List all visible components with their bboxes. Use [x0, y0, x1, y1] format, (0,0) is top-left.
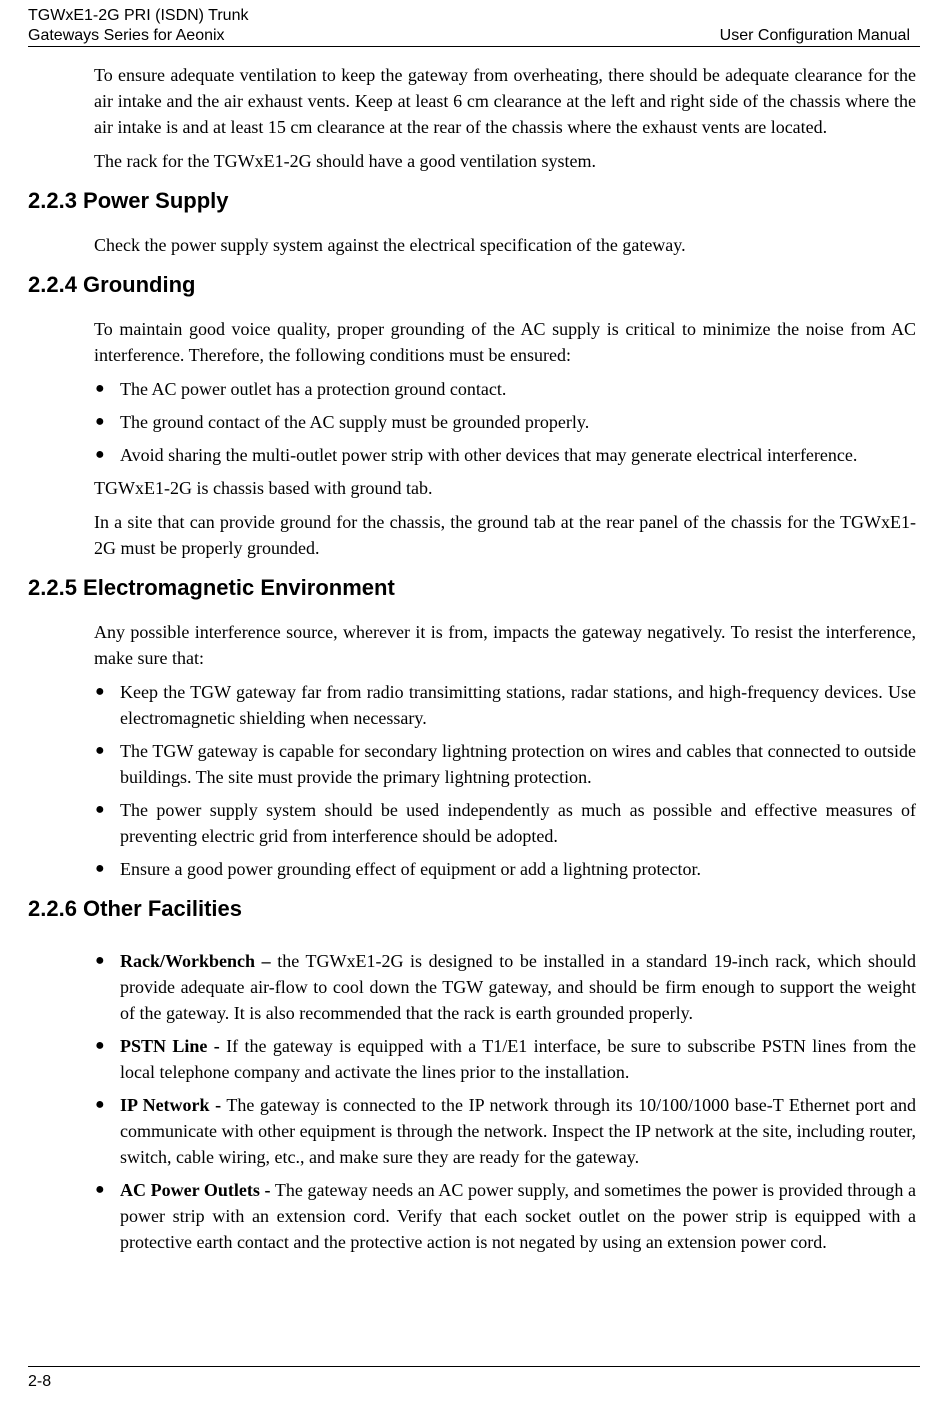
bullet-icon: ●: [95, 413, 105, 430]
page-number: 2-8: [28, 1373, 52, 1390]
section-heading-grounding: 2.2.4 Grounding: [28, 272, 196, 297]
electromagnetic-bullet-list: [94, 679, 916, 882]
bullet-icon: ●: [95, 742, 105, 759]
list-item: ● The TGW gateway is capable for secondary lightning protection on wires and cables that connected to outside buildings. The site must provide the primary lightning protection.: [94, 738, 916, 790]
list-item: ● Ensure a good power grounding effect of equipment or add a lightning protector.: [94, 856, 916, 882]
section-heading-electromagnetic: 2.2.5 Electromagnetic Environment: [28, 575, 395, 600]
item-term: PSTN Line -: [120, 1036, 220, 1056]
bullet-icon: ●: [95, 801, 105, 818]
bullet-icon: ●: [95, 446, 105, 463]
grounding-bullet-list: [94, 376, 916, 468]
item-term: IP Network -: [120, 1095, 222, 1115]
other-facilities-list: [94, 948, 916, 1255]
bullet-icon: ●: [95, 860, 105, 877]
header-series: Gateways Series for Aeonix: [28, 27, 225, 44]
bullet-icon: ●: [95, 1096, 105, 1113]
grounding-paragraph: In a site that can provide ground for the chassis, the ground tab at the rear panel of the chassis for the TGWxE1-2G must be properly grounded.: [94, 512, 916, 558]
page-footer: [28, 1366, 920, 1392]
page-header: [28, 6, 920, 47]
grounding-paragraph: TGWxE1-2G is chassis based with ground tab.: [94, 478, 433, 498]
header-manual-title: User Configuration Manual: [719, 27, 910, 44]
item-term: Rack/Workbench –: [120, 951, 271, 971]
list-item: ● The ground contact of the AC supply must be grounded properly.: [94, 409, 916, 435]
bullet-icon: ●: [95, 683, 105, 700]
bullet-icon: ●: [95, 952, 105, 969]
list-item: ● Keep the TGW gateway far from radio transimitting stations, radar stations, and high-frequency devices. Use electromagnetic shielding when necessary.: [94, 679, 916, 731]
bullet-icon: ●: [95, 1037, 105, 1054]
item-term: AC Power Outlets -: [120, 1180, 271, 1200]
list-item: ● Avoid sharing the multi-outlet power strip with other devices that may generate electrical interference.: [94, 442, 916, 468]
grounding-paragraph: To maintain good voice quality, proper grounding of the AC supply is critical to minimize the noise from AC interference. Therefore, the following conditions must be ensured:: [94, 319, 916, 365]
list-item: ● Rack/Workbench – the TGWxE1-2G is designed to be installed in a standard 19-inch rack, which should provide adequate air-flow to cool down the TGW gateway, and should be firm enough to support the weight of the gateway. It is also recommended that the rack is earth grounded properly.: [94, 948, 916, 1026]
intro-paragraph: To ensure adequate ventilation to keep the gateway from overheating, there should be adequate clearance for the air intake and the air exhaust vents. Keep at least 6 cm clearance at the left and right side of the chassis where the air intake is and at least 15 cm clearance at the rear of the chassis where the exhaust vents are located.: [94, 65, 916, 137]
list-item: ● AC Power Outlets - The gateway needs an AC power supply, and sometimes the power is provided through a power strip with an extension cord. Verify that each socket outlet on the power strip is equipped with a protective earth contact and the protective action is not negated by using an extension power cord.: [94, 1177, 916, 1255]
electromagnetic-paragraph: Any possible interference source, wherever it is from, impacts the gateway negatively. To resist the interference, make sure that:: [94, 622, 916, 668]
list-item: ● The AC power outlet has a protection ground contact.: [94, 376, 916, 402]
section-heading-power-supply: 2.2.3 Power Supply: [28, 188, 229, 213]
list-item: ● The power supply system should be used independently as much as possible and effective measures of preventing electric grid from interference should be adopted.: [94, 797, 916, 849]
header-product: TGWxE1-2G PRI (ISDN) Trunk: [28, 7, 249, 24]
list-item: ● IP Network - The gateway is connected to the IP network through its 10/100/1000 base-T Ethernet port and communicate with other equipment is through the network. Inspect the IP network at the site, including router, switch, cable wiring, etc., and make sure they are ready for the gateway.: [94, 1092, 916, 1170]
list-item: ● PSTN Line - If the gateway is equipped with a T1/E1 interface, be sure to subscribe PSTN lines from the local telephone company and activate the lines prior to the installation.: [94, 1033, 916, 1085]
intro-paragraph: The rack for the TGWxE1-2G should have a good ventilation system.: [94, 151, 597, 171]
bullet-icon: ●: [95, 380, 105, 397]
page-content: [28, 62, 917, 1262]
power-supply-paragraph: Check the power supply system against the electrical specification of the gateway.: [94, 235, 686, 255]
bullet-icon: ●: [95, 1181, 105, 1198]
section-heading-other-facilities: 2.2.6 Other Facilities: [28, 896, 242, 921]
